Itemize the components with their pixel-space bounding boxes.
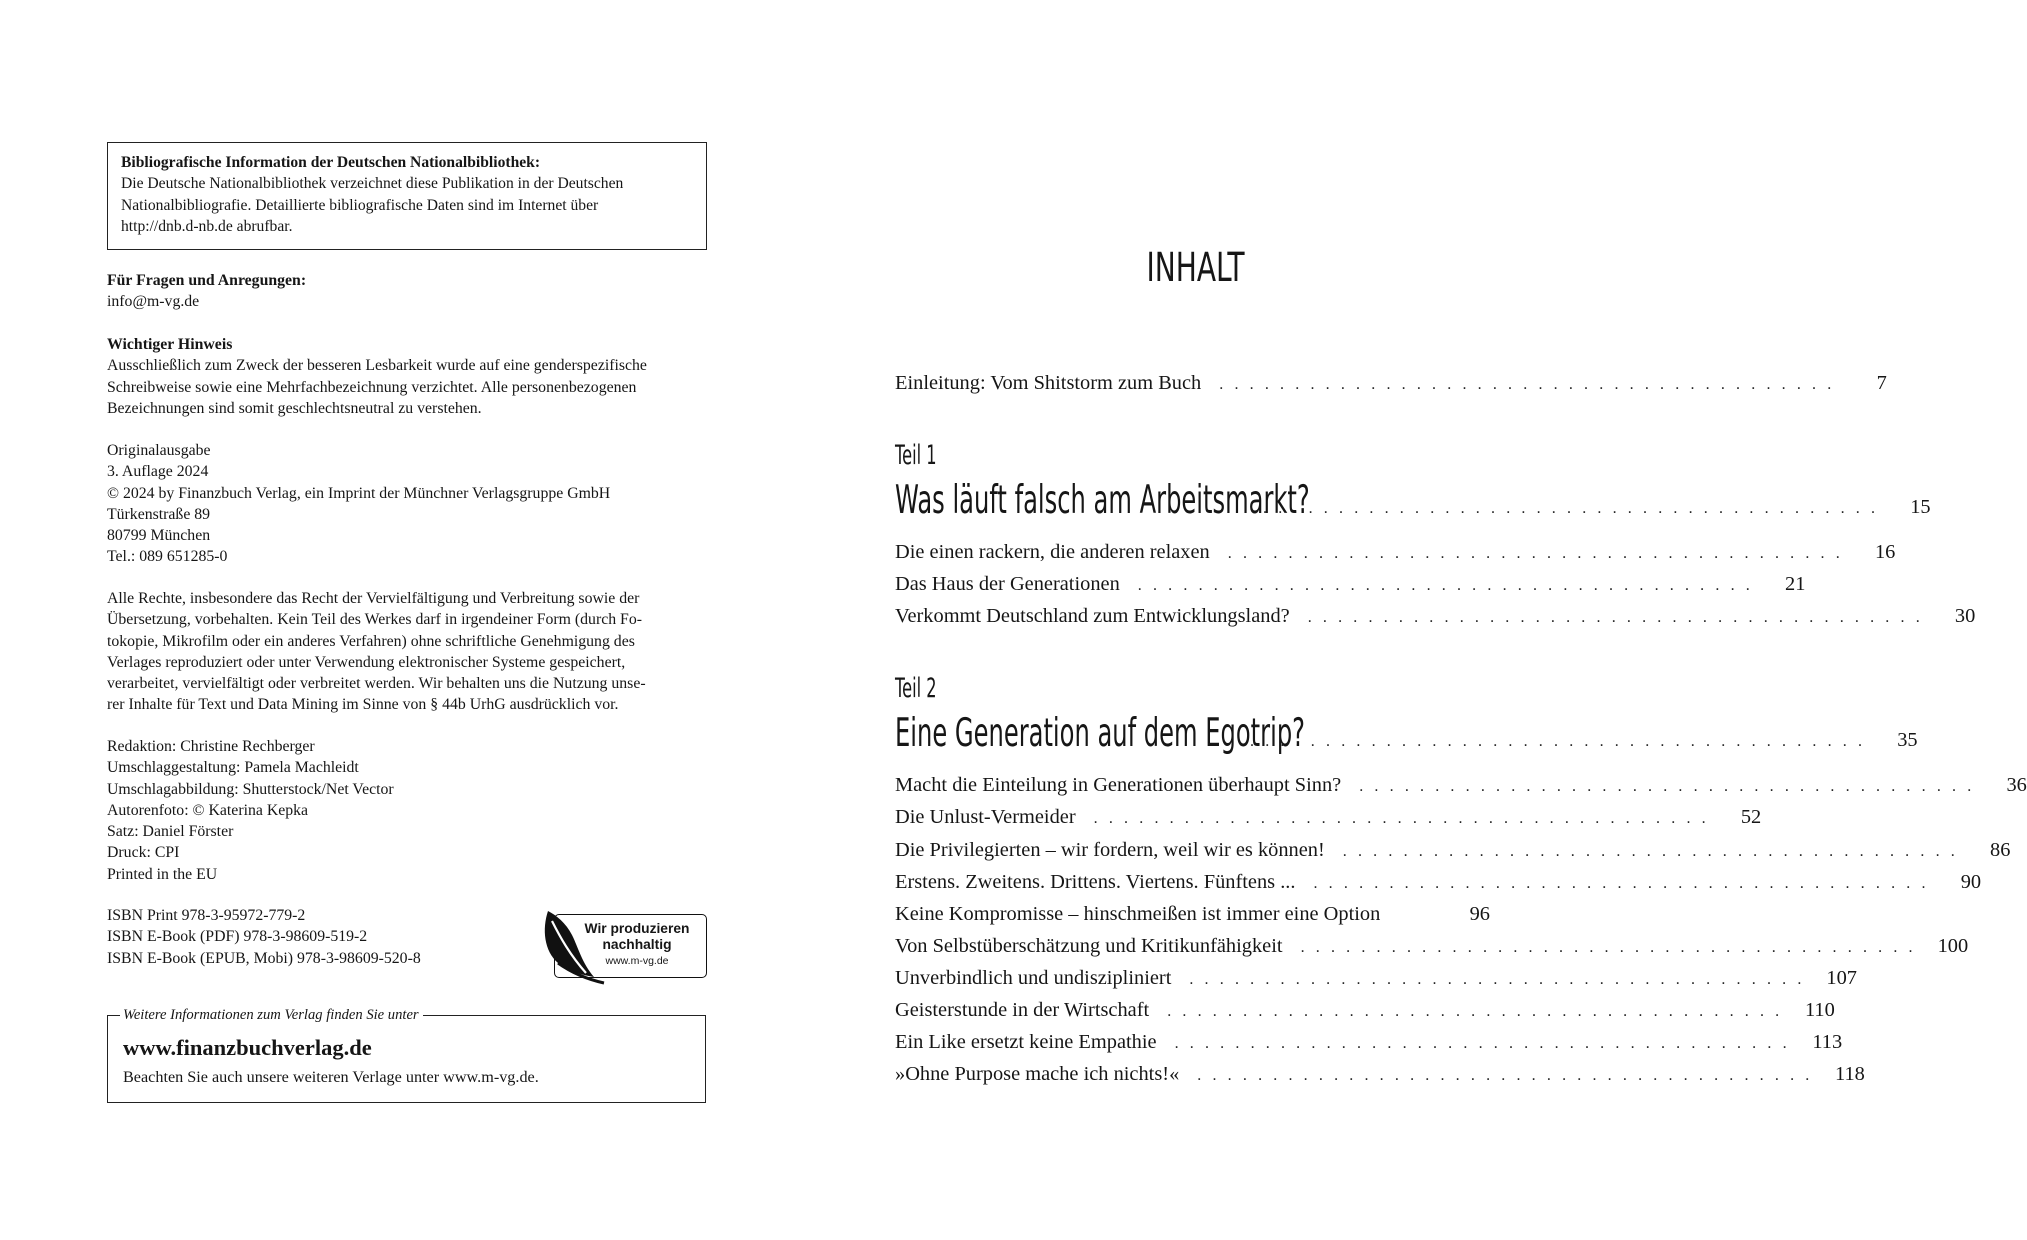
toc-leader-dots: . . . . . . . . . . . . . . . . . . . . . . . . . . . . . . . . . . . . . . . . . bbox=[1342, 843, 1959, 860]
edition-line: 3. Auflage 2024 bbox=[107, 463, 209, 481]
toc-entry-intro[interactable] bbox=[895, 372, 1887, 395]
toc-leader-dots: . . . . . . . . . . . . . . . . . . . . . . . . . . . . . . . . . . . . . . . . . bbox=[1189, 971, 1805, 988]
toc-entry[interactable] bbox=[895, 935, 1969, 958]
toc-part-2-heading[interactable] bbox=[895, 711, 1918, 756]
toc-leader-dots: . . . . . . . . . . . . . . . . . . . . . . . . . . . . . . . . . . . . . . . . . bbox=[1197, 1067, 1813, 1084]
edition-phone: Tel.: 089 651285-0 bbox=[107, 548, 228, 566]
biblio-line: Die Deutsche Nationalbibliothek verzeichnet diese Publikation in der Deutschen bbox=[121, 175, 624, 193]
toc-leader-dots: . . . . . . . . . . . . . . . . . . . . . . . . . . . . . . . . . . . . . . . . . bbox=[1359, 778, 1975, 795]
toc-page-number: 15 bbox=[1910, 496, 1931, 518]
toc-entry-label: Ein Like ersetzt keine Empathie bbox=[895, 1031, 1157, 1053]
isbn-line: ISBN E-Book (PDF) 978-3-98609-519-2 bbox=[107, 928, 368, 946]
rights-line: tokopie, Mikrofilm oder ein anderes Verfahren) ohne schriftliche Genehmigung des bbox=[107, 632, 635, 650]
toc-entry[interactable] bbox=[895, 871, 1982, 894]
contact-heading: Für Fragen und Anregungen: bbox=[107, 272, 307, 289]
credit-line: Printed in the EU bbox=[107, 865, 218, 883]
toc-page-number: 90 bbox=[1960, 871, 1982, 893]
publisher-info-box bbox=[107, 1007, 706, 1103]
toc-part-1-heading[interactable] bbox=[895, 478, 1931, 523]
part-title-1: Was läuft falsch am Arbeitsmarkt? bbox=[895, 478, 1310, 523]
toc-entry-label: Geisterstunde in der Wirtschaft bbox=[895, 999, 1150, 1021]
isbn-line: ISBN E-Book (EPUB, Mobi) 978-3-98609-520-8 bbox=[107, 949, 421, 967]
toc-entry-label: Keine Kompromisse – hinschmeißen ist immer eine Option bbox=[895, 903, 1381, 925]
sustainability-logo bbox=[542, 907, 708, 983]
toc-entry[interactable] bbox=[895, 806, 1762, 829]
toc-entry-label: »Ohne Purpose mache ich nichts!« bbox=[895, 1063, 1180, 1085]
toc-entry[interactable] bbox=[895, 573, 1806, 596]
toc-entry[interactable] bbox=[895, 774, 2027, 797]
left-page bbox=[0, 0, 797, 1240]
rights-line: Alle Rechte, insbesondere das Recht der Vervielfältigung und Verbreitung sowie der bbox=[107, 590, 640, 607]
part-title-2: Eine Generation auf dem Egotrip? bbox=[895, 711, 1306, 756]
toc-page-number: 36 bbox=[2006, 774, 2027, 796]
toc-title: INHALT bbox=[1146, 245, 1245, 291]
toc-page-number: 100 bbox=[1937, 935, 1969, 957]
toc-page-number: 16 bbox=[1874, 541, 1896, 563]
toc-leader-dots: . . . . . . . . . . . . . . . . . . . . . . . . . . . . . . . . . . . . . . . . . bbox=[1227, 545, 1844, 562]
rights-line: rer Inhalte für Text und Data Mining im Sinne von § 44b UrhG ausdrücklich vor. bbox=[107, 696, 619, 714]
toc-page-number: 96 bbox=[1469, 903, 1490, 925]
toc-page-number: 86 bbox=[1990, 839, 2011, 861]
toc-leader-dots: . . . . . . . . . . . . . . . . . . . . . . . . . . . . . . . . . . . . . . . . . bbox=[1174, 1035, 1791, 1052]
toc-leader-dots: . . . . . . . . . . . . . . . . . . . . . . . . . . . . . . . . . . . . . . . . . bbox=[1219, 376, 1835, 393]
toc-page-number: 113 bbox=[1812, 1031, 1843, 1053]
logo-text bbox=[572, 921, 702, 968]
toc-entry-label: Erstens. Zweitens. Drittens. Viertens. Fünftens ... bbox=[895, 871, 1296, 893]
credits-block bbox=[107, 736, 707, 885]
logo-line-1: Wir produzieren bbox=[584, 921, 690, 936]
biblio-heading: Bibliografische Information der Deutschen Nationalbibliothek: bbox=[121, 154, 541, 171]
toc-entry[interactable] bbox=[895, 903, 1490, 926]
toc-entry-label: Die einen rackern, die anderen relaxen bbox=[895, 541, 1210, 563]
rights-block bbox=[107, 588, 690, 716]
logo-url: www.m-vg.de bbox=[605, 955, 669, 967]
toc-page-number: 118 bbox=[1835, 1063, 1865, 1085]
biblio-line: Nationalbibliografie. Detaillierte bibliografische Daten sind im Internet über bbox=[121, 196, 599, 214]
toc-entry[interactable] bbox=[895, 1031, 1843, 1054]
toc-entry-label: Das Haus der Generationen bbox=[895, 573, 1120, 595]
toc-leader-dots: . . . . . . . . . . . . . . . . . . . . . . . . . . . . . . . . . . . . . . . . . bbox=[1313, 875, 1930, 892]
info-box-legend: Weitere Informationen zum Verlag finden Sie unter bbox=[120, 1006, 423, 1024]
publisher-note: Beachten Sie auch unsere weiteren Verlage unter www.m-vg.de. bbox=[123, 1068, 539, 1086]
toc-entry-label: Unverbindlich und undiszipliniert bbox=[895, 967, 1172, 989]
edition-line: Türkenstraße 89 bbox=[107, 505, 211, 523]
toc-leader-dots: . . . . . . . . . . . . . . . . . . . . . . . . . . . . . . . . . . . . . . . . . bbox=[1250, 733, 1866, 750]
isbn-line: ISBN Print 978-3-95972-779-2 bbox=[107, 907, 306, 924]
notice-line: Schreibweise sowie eine Mehrfachbezeichnung verzichtet. Alle personenbezogenen bbox=[107, 378, 637, 396]
toc-page-number: 35 bbox=[1897, 729, 1918, 751]
biblio-link-line: http://dnb.d-nb.de abrufbar. bbox=[121, 218, 293, 236]
contact-block bbox=[107, 270, 707, 313]
part-label-1: Teil 1 bbox=[895, 440, 937, 471]
toc-entry-label: Von Selbstüberschätzung und Kritikunfähigkeit bbox=[895, 935, 1283, 957]
part-label-2: Teil 2 bbox=[895, 673, 937, 704]
toc-entry[interactable] bbox=[895, 1063, 1865, 1086]
credit-line: Umschlagabbildung: Shutterstock/Net Vector bbox=[107, 780, 394, 798]
rights-line: verarbeitet, vervielfältigt oder verbreitet werden. Wir behalten uns die Nutzung unse- bbox=[107, 675, 646, 693]
toc-entry-label: Verkommt Deutschland zum Entwicklungsland? bbox=[895, 605, 1290, 627]
toc-entry-label: Einleitung: Vom Shitstorm zum Buch bbox=[895, 372, 1202, 394]
toc-leader-dots: . . . . . . . . . . . . . . . . . . . . . . . . . . . . . . . . . . . . . . . . . bbox=[1137, 577, 1754, 594]
contact-email: info@m-vg.de bbox=[107, 293, 200, 311]
toc-leader-dots: . . . . . . . . . . . . . . . . . . . . . . . . . . . . . . . . . . . . . . . . . bbox=[1307, 609, 1924, 626]
toc-leader-dots: . . . . . . . . . . . . . . . . . . . . . . . . . . . . . . . . . . . . . . . . . bbox=[1093, 810, 1710, 827]
toc-page-number: 107 bbox=[1826, 967, 1857, 989]
toc-leader-dots: . . . . . . . . . . . . . . . . . . . . . . . . . . . . . . . . . . . . . . . . . bbox=[1263, 500, 1879, 517]
edition-copyright: © 2024 by Finanzbuch Verlag, ein Imprint der Münchner Verlagsgruppe GmbH bbox=[107, 484, 611, 502]
bibliographic-info-box bbox=[107, 142, 707, 250]
edition-line: 80799 München bbox=[107, 527, 211, 545]
toc-leader-dots: . . . . . . . . . . . . . . . . . . . . . . . . . . . . . . . . . . . . . . . . . bbox=[1167, 1003, 1783, 1020]
credit-line: Umschlaggestaltung: Pamela Machleidt bbox=[107, 759, 359, 777]
edition-line: Originalausgabe bbox=[107, 442, 211, 459]
rights-line: Verlages reproduziert oder unter Verwendung elektronischer Systeme gespeichert, bbox=[107, 653, 626, 671]
toc-entry-label: Die Privilegierten – wir fordern, weil wir es können! bbox=[895, 839, 1325, 861]
toc-entry-label: Macht die Einteilung in Generationen überhaupt Sinn? bbox=[895, 774, 1342, 796]
credit-line: Satz: Daniel Förster bbox=[107, 823, 234, 841]
credit-line: Druck: CPI bbox=[107, 844, 180, 862]
toc-entry[interactable] bbox=[895, 839, 2011, 862]
toc-entry[interactable] bbox=[895, 999, 1835, 1022]
toc-page-number: 7 bbox=[1876, 372, 1887, 394]
toc-entry[interactable] bbox=[895, 605, 1976, 628]
part-title-wrap bbox=[895, 711, 1306, 756]
credit-line: Autorenfoto: © Katerina Kepka bbox=[107, 801, 309, 819]
toc-leader-dots: . . . . . . . . . . . . . . . . . . . . . . . . . . . . . . . . . . . . . . . . . bbox=[1300, 939, 1917, 956]
toc-entry[interactable] bbox=[895, 541, 1896, 564]
toc-entry-label: Die Unlust-Vermeider bbox=[895, 806, 1076, 828]
notice-block bbox=[107, 334, 690, 419]
rights-line: Übersetzung, vorbehalten. Kein Teil des Werkes darf in irgendeiner Form (durch Fo- bbox=[107, 611, 643, 629]
toc-entry[interactable] bbox=[895, 967, 1857, 990]
toc-page-number: 52 bbox=[1740, 806, 1762, 828]
notice-line: Bezeichnungen sind somit geschlechtsneutral zu verstehen. bbox=[107, 399, 482, 417]
toc-page-number: 30 bbox=[1954, 605, 1976, 627]
edition-block bbox=[107, 440, 707, 568]
credit-line: Redaktion: Christine Rechberger bbox=[107, 738, 315, 755]
right-page bbox=[797, 0, 2027, 1240]
toc-page-number: 21 bbox=[1785, 573, 1806, 595]
notice-heading: Wichtiger Hinweis bbox=[107, 336, 233, 353]
publisher-url[interactable]: www.finanzbuchverlag.de bbox=[123, 1035, 372, 1060]
notice-line: Ausschließlich zum Zweck der besseren Lesbarkeit wurde auf eine genderspezifische bbox=[107, 357, 647, 375]
toc-page-number: 110 bbox=[1804, 999, 1835, 1021]
part-title-wrap bbox=[895, 478, 1310, 523]
logo-line-2: nachhaltig bbox=[602, 937, 672, 952]
